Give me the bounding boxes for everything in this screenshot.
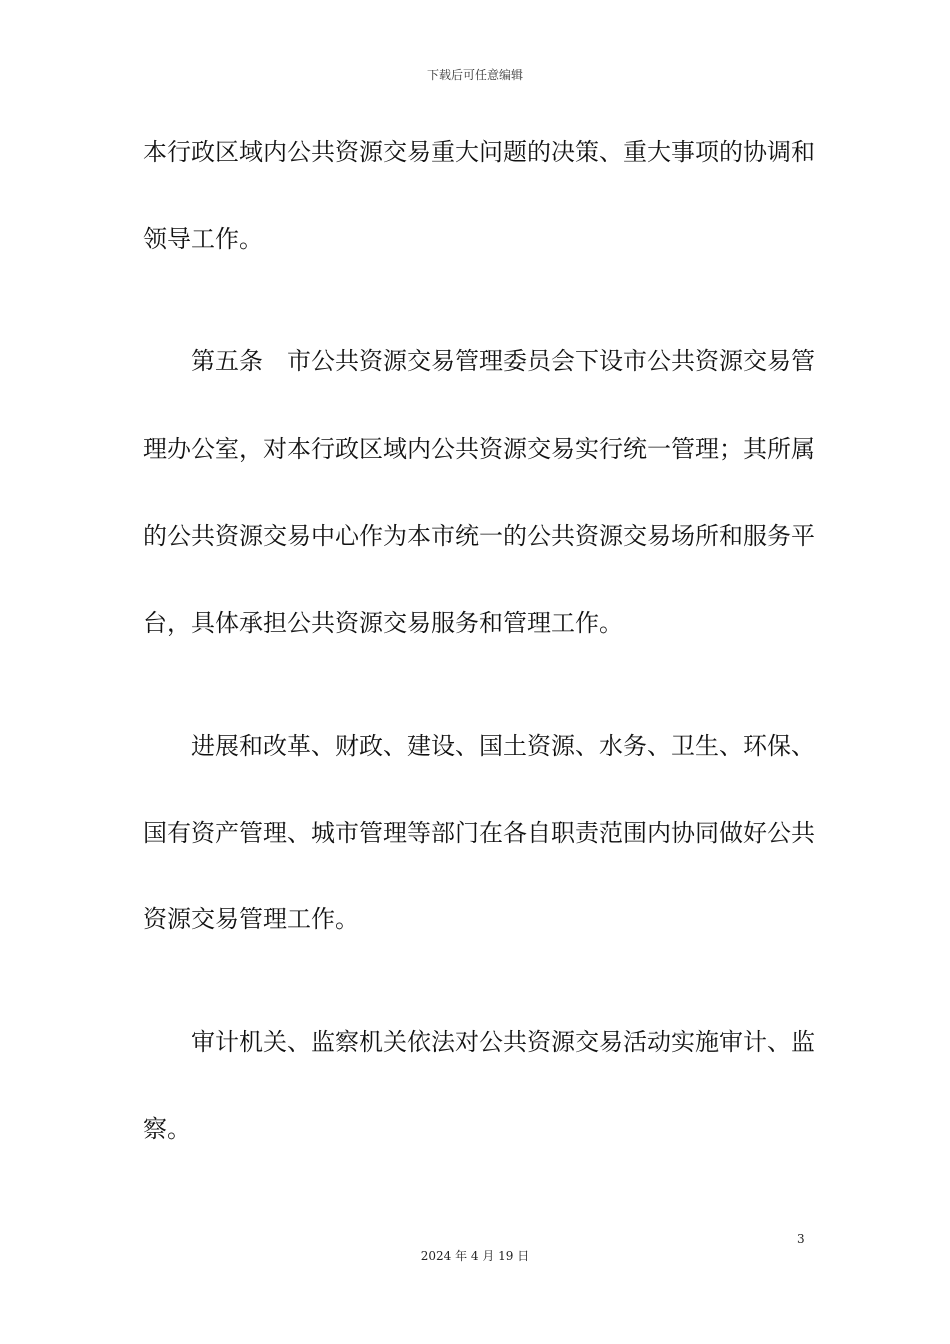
page-footer-date: 2024 年 4 月 19 日 — [420, 1249, 530, 1263]
text-line: 审计机关、监察机关依法对公共资源交易活动实施审计、监 — [143, 1028, 815, 1056]
article-heading-line: 第五条 市公共资源交易管理委员会下设市公共资源交易管 — [143, 347, 815, 375]
text-line: 台，具体承担公共资源交易服务和管理工作。 — [143, 609, 623, 637]
text-line: 理办公室，对本行政区域内公共资源交易实行统一管理；其所属 — [143, 435, 815, 463]
page-number: 3 — [797, 1232, 805, 1246]
page-header: 下载后可任意编辑 — [426, 68, 523, 82]
text-line: 国有资产管理、城市管理等部门在各自职责范围内协同做好公共 — [143, 819, 815, 847]
text-line: 的公共资源交易中心作为本市统一的公共资源交易场所和服务平 — [143, 522, 815, 550]
text-line: 进展和改革、财政、建设、国土资源、水务、卫生、环保、 — [143, 732, 815, 760]
text-line: 领导工作。 — [143, 225, 263, 253]
text-line: 本行政区域内公共资源交易重大问题的决策、重大事项的协调和 — [143, 138, 815, 166]
text-line: 资源交易管理工作。 — [143, 905, 359, 933]
text-line: 察。 — [143, 1115, 191, 1143]
